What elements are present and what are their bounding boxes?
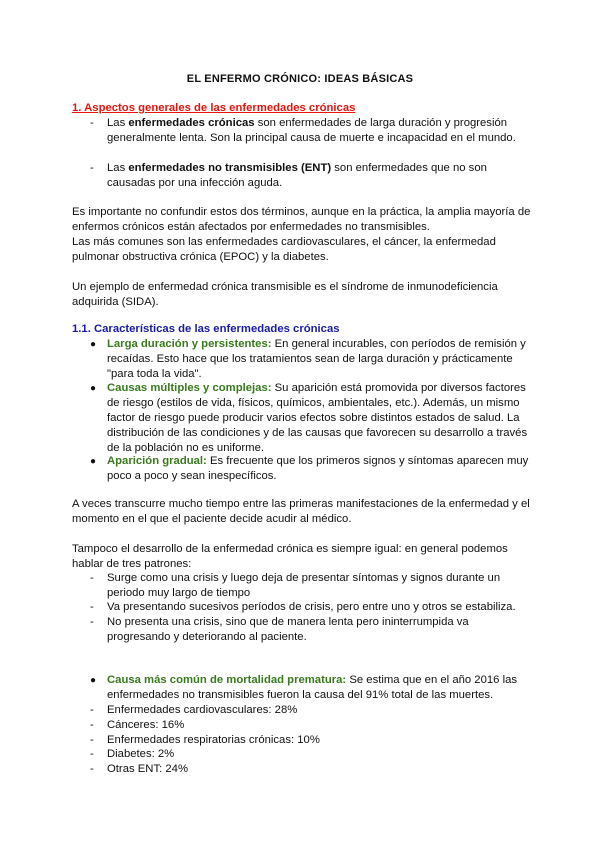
mortality-text: Se estima que en el año 2016 las enfermedades no transmisibles fueron la causa del 91% total de las muertes. bbox=[107, 674, 518, 701]
item-post: son enfermedades de larga duración y progresión generalmente lenta. Son la principal causa de muerte e incapacidad en el mundo. bbox=[107, 117, 516, 144]
mortality-item: Diabetes: 2% bbox=[107, 748, 175, 760]
dash-marker: - bbox=[90, 734, 94, 746]
paragraph-confusion: Es importante no confundir estos dos términos, aunque en la práctica, la amplia mayoría de enfermos crónicos están afectados por enfermedades no transmisibles. bbox=[72, 206, 531, 233]
dash-marker: - bbox=[90, 117, 94, 129]
paragraph-patterns-intro: Tampoco el desarrollo de la enfermedad crónica es siempre igual: en general podemos hablar de tres patrones: bbox=[72, 543, 508, 570]
dash-marker: - bbox=[90, 162, 94, 174]
dash-marker: - bbox=[90, 763, 94, 775]
mortality-statement bbox=[107, 673, 532, 703]
item-bold: enfermedades no transmisibles (ENT) bbox=[128, 162, 332, 174]
mortality-item: Cánceres: 16% bbox=[107, 719, 185, 731]
dash-marker: - bbox=[90, 572, 94, 584]
mortality-item: Enfermedades cardiovasculares: 28% bbox=[107, 704, 298, 716]
dash-marker: - bbox=[90, 704, 94, 716]
definition-chronic bbox=[107, 116, 527, 146]
mortality-item: Enfermedades respiratorias crónicas: 10% bbox=[107, 734, 320, 746]
feature-text: Su aparición está promovida por diversos factores de riesgo (estilos de vida, físicos, químicos, ambientales, etc.). Además, un mismo factor de riesgo puede producir varios efectos sobre distintos estados de salud. La distribución de las condiciones y de las causas que favorecen su desarrollo a través de la población no es uniforme. bbox=[107, 382, 528, 454]
dash-marker: - bbox=[90, 601, 94, 613]
feature-label: Aparición gradual: bbox=[107, 455, 207, 467]
item-pre: Las bbox=[107, 162, 129, 174]
feature-duration bbox=[107, 337, 532, 382]
dash-marker: - bbox=[90, 748, 94, 760]
pattern-item: No presenta una crisis, sino que de manera lenta pero ininterrumpida va progresando y deteriorando al paciente. bbox=[107, 616, 469, 643]
feature-text: En general incurables, con períodos de remisión y recaídas. Esto hace que los tratamientos sean de larga duración y prácticamente "para toda la vida". bbox=[107, 338, 526, 380]
item-pre: Las bbox=[107, 117, 129, 129]
dash-marker: - bbox=[90, 719, 94, 731]
section-1-heading: 1. Aspectos generales de las enfermedades crónicas bbox=[72, 102, 356, 114]
section-1-1-heading: 1.1. Características de las enfermedades crónicas bbox=[72, 323, 340, 335]
pattern-item: Va presentando sucesivos períodos de crisis, pero entre uno y otros se estabiliza. bbox=[107, 601, 516, 613]
feature-text: Es frecuente que los primeros signos y síntomas aparecen muy poco a poco y sean inespecíficos. bbox=[107, 455, 529, 482]
bullet-marker: ● bbox=[90, 675, 97, 686]
bullet-marker: ● bbox=[90, 456, 97, 467]
feature-label: Larga duración y persistentes: bbox=[107, 338, 272, 350]
bullet-marker: ● bbox=[90, 339, 97, 350]
pattern-item: Surge como una crisis y luego deja de presentar síntomas y signos durante un periodo muy largo de tiempo bbox=[107, 572, 501, 599]
paragraph-example: Un ejemplo de enfermedad crónica transmisible es el síndrome de inmunodeficiencia adquirida (SIDA). bbox=[72, 281, 498, 308]
paragraph-delay: A veces transcurre mucho tiempo entre las primeras manifestaciones de la enfermedad y el momento en el que el paciente decide acudir al médico. bbox=[72, 498, 530, 525]
feature-gradual bbox=[107, 454, 532, 484]
definition-ent bbox=[107, 161, 527, 191]
feature-label: Causas múltiples y complejas: bbox=[107, 382, 272, 394]
feature-causes bbox=[107, 381, 532, 456]
mortality-item: Otras ENT: 24% bbox=[107, 763, 188, 775]
dash-marker: - bbox=[90, 616, 94, 628]
page-title: EL ENFERMO CRÓNICO: IDEAS BÁSICAS bbox=[186, 73, 414, 85]
bullet-marker: ● bbox=[90, 383, 97, 394]
item-post: son enfermedades que no son causadas por una infección aguda. bbox=[107, 162, 487, 189]
mortality-label: Causa más común de mortalidad prematura: bbox=[107, 674, 347, 686]
paragraph-common: Las más comunes son las enfermedades cardiovasculares, el cáncer, la enfermedad pulmonar obstructiva crónica (EPOC) y la diabetes. bbox=[72, 236, 496, 263]
item-bold: enfermedades crónicas bbox=[128, 117, 255, 129]
